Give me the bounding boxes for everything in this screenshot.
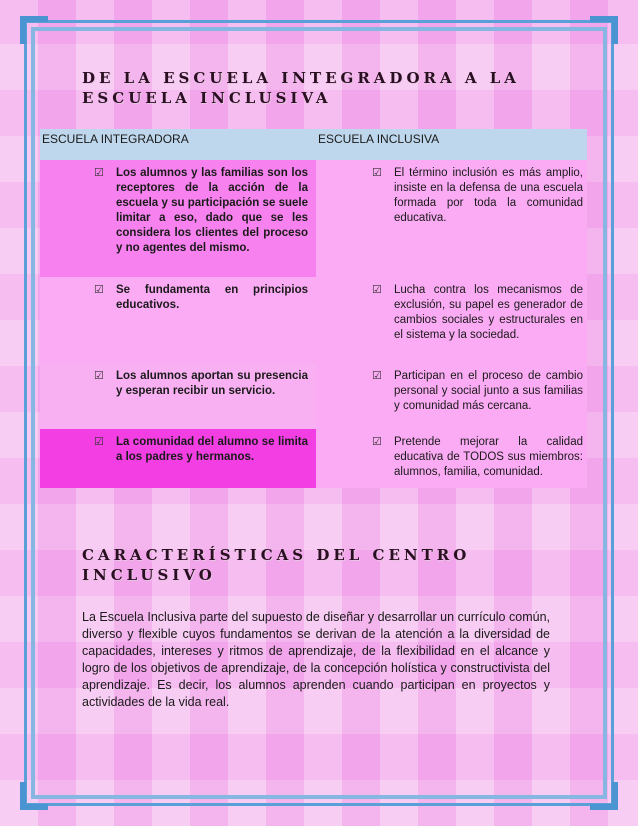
column-header-integradora: ESCUELA INTEGRADORA	[40, 129, 316, 160]
table-row	[40, 160, 587, 277]
frame-corner-top-right	[590, 16, 618, 44]
table-row	[40, 363, 587, 429]
cell-text: La comunidad del alumno se limita a los padres y hermanos.	[116, 436, 308, 463]
checkbox-arrow-icon: ☑	[94, 370, 104, 382]
column-header-inclusiva: ESCUELA INCLUSIVA	[316, 129, 587, 160]
comparison-table	[40, 129, 587, 488]
title-line: INCLUSIVO	[82, 566, 216, 584]
checkbox-arrow-icon: ☑	[372, 436, 382, 448]
table-cell-inclusiva	[316, 363, 587, 429]
title-line: CARACTERÍSTICAS DEL CENTRO	[82, 546, 471, 564]
table-cell-integradora	[40, 160, 316, 277]
checkbox-arrow-icon: ☑	[94, 167, 104, 179]
cell-text: El término inclusión es más amplio, insiste en la defensa de una escuela formada por toda la comunidad educativa.	[394, 167, 583, 224]
title-line: ESCUELA INCLUSIVA	[82, 89, 332, 107]
table-row	[40, 429, 587, 488]
cell-text: Pretende mejorar la calidad educativa de TODOS sus miembros: alumnos, familia, comunidad.	[394, 436, 583, 478]
title-line: DE LA ESCUELA INTEGRADORA A LA	[82, 69, 520, 87]
table-cell-inclusiva	[316, 160, 587, 277]
table-header-row	[40, 129, 587, 160]
cell-text: Participan en el proceso de cambio personal y social junto a sus familias y comunidad más cercana.	[394, 370, 583, 412]
checkbox-arrow-icon: ☑	[94, 436, 104, 448]
frame-corner-bottom-right	[590, 782, 618, 810]
table-cell-inclusiva	[316, 429, 587, 488]
cell-text: Los alumnos y las familias son los receptores de la acción de la escuela y su participación se suele limitar a eso, dado que se les considera los clientes del proceso y no agentes del mismo.	[116, 167, 308, 254]
checkbox-arrow-icon: ☑	[372, 167, 382, 179]
table-cell-integradora	[40, 363, 316, 429]
body-paragraph: La Escuela Inclusiva parte del supuesto de diseñar y desarrollar un currículo común, diverso y flexible cuyos fundamentos se derivan de la atención a la diversidad de capacidades, intereses y ritmos de aprendizaje, de la flexibilidad en el alcance y logro de los objetivos de aprendizaje, de la concepción holística y constructivista del aprendizaje. Es decir, los alumnos aprenden cuando participan en proyectos y actividades de la vida real.	[82, 609, 550, 709]
checkbox-arrow-icon: ☑	[94, 284, 104, 296]
table-cell-integradora	[40, 277, 316, 363]
table-cell-integradora	[40, 429, 316, 488]
section-title-integradora-inclusiva	[82, 68, 522, 108]
frame-corner-top-left	[20, 16, 48, 44]
section-title-caracteristicas	[82, 545, 502, 585]
checkbox-arrow-icon: ☑	[372, 370, 382, 382]
table-cell-inclusiva	[316, 277, 587, 363]
frame-corner-bottom-left	[20, 782, 48, 810]
cell-text: Se fundamenta en principios educativos.	[116, 284, 308, 311]
cell-text: Los alumnos aportan su presencia y esperan recibir un servicio.	[116, 370, 308, 397]
checkbox-arrow-icon: ☑	[372, 284, 382, 296]
cell-text: Lucha contra los mecanismos de exclusión, su papel es generador de cambios sociales y estructurales en el sistema y la sociedad.	[394, 284, 583, 341]
table-row	[40, 277, 587, 363]
